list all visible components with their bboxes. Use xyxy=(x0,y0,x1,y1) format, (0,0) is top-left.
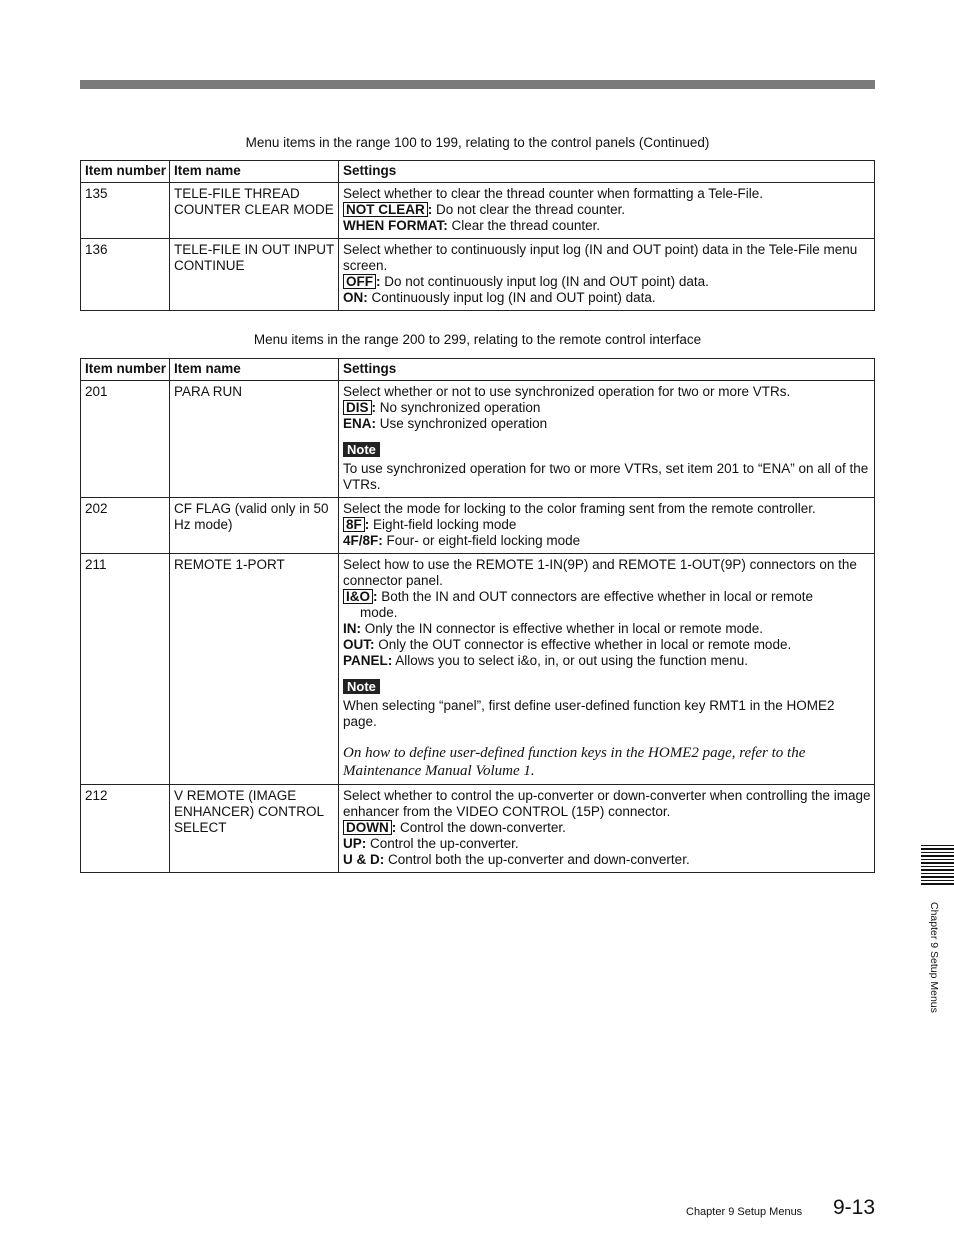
item-number: 211 xyxy=(81,554,170,785)
setting-option xyxy=(343,621,871,637)
option-text: Do not continuously input log (IN and OUT point) data. xyxy=(384,274,709,289)
setting-option xyxy=(343,416,871,432)
header-settings: Settings xyxy=(339,359,875,381)
option-text: Do not clear the thread counter. xyxy=(436,202,626,217)
option-key: U & D: xyxy=(343,852,385,867)
table-row xyxy=(81,554,875,785)
option-key: 4F/8F: xyxy=(343,533,383,548)
default-value: NOT CLEAR xyxy=(343,202,428,217)
item-number: 202 xyxy=(81,498,170,554)
item-settings xyxy=(339,554,875,785)
option-text: Only the IN connector is effective whether in local or remote mode. xyxy=(364,621,763,636)
note-label: Note xyxy=(343,442,380,457)
header-item-name: Item name xyxy=(170,359,339,381)
item-name: PARA RUN xyxy=(170,381,339,498)
header-item-number: Item number xyxy=(81,161,170,183)
table-row xyxy=(81,239,875,311)
setting-description: Select whether to continuously input log (IN and OUT point) data in the Tele-File menu screen. xyxy=(343,242,858,273)
table-remote-interface xyxy=(80,358,875,873)
chapter-tab-marks xyxy=(921,845,954,887)
table-row xyxy=(81,381,875,498)
setting-option xyxy=(343,653,871,669)
setting-option: OFF : Do not continuously input log (IN and OUT point) data. xyxy=(343,274,871,290)
setting-description: Select how to use the REMOTE 1-IN(9P) and REMOTE 1-OUT(9P) connectors on the connector panel. xyxy=(343,557,857,588)
option-key: IN: xyxy=(343,621,361,636)
option-text: Eight-field locking mode xyxy=(373,517,517,532)
table-header xyxy=(81,161,875,183)
item-settings xyxy=(339,498,875,554)
setting-option: DOWN : Control the down-converter. xyxy=(343,820,871,836)
option-text: Four- or eight-field locking mode xyxy=(386,533,581,548)
setting-option xyxy=(343,637,871,653)
default-value: DOWN xyxy=(343,820,392,835)
chapter-side-label: Chapter 9 Setup Menus xyxy=(928,902,940,1013)
item-settings xyxy=(339,381,875,498)
item-name: V REMOTE (IMAGE ENHANCER) CONTROL SELECT xyxy=(170,785,339,873)
note-text: To use synchronized operation for two or more VTRs, set item 201 to “ENA” on all of the VTRs. xyxy=(343,461,869,492)
option-text: No synchronized operation xyxy=(379,400,541,415)
item-name: TELE-FILE IN OUT INPUT CONTINUE xyxy=(170,239,339,311)
setting-option xyxy=(343,533,871,549)
footer-chapter: Chapter 9 Setup Menus xyxy=(686,1206,803,1218)
setting-description: Select whether or not to use synchronized operation for two or more VTRs. xyxy=(343,384,791,399)
item-name: REMOTE 1-PORT xyxy=(170,554,339,785)
setting-option xyxy=(343,218,871,234)
option-text: Control the down-converter. xyxy=(400,820,566,835)
setting-option xyxy=(343,852,871,868)
option-key: ENA: xyxy=(343,416,376,431)
table-row xyxy=(81,785,875,873)
table1-caption: Menu items in the range 100 to 199, relating to the control panels (Continued) xyxy=(245,135,710,150)
item-number: 201 xyxy=(81,381,170,498)
option-text: Allows you to select i&o, in, or out using the function menu. xyxy=(395,653,748,668)
option-text: Clear the thread counter. xyxy=(451,218,601,233)
table-row xyxy=(81,498,875,554)
note-text: When selecting “panel”, first define user-defined function key RMT1 in the HOME2 page. xyxy=(343,698,835,729)
option-text: Only the OUT connector is effective whether in local or remote mode. xyxy=(378,637,792,652)
option-key: WHEN FORMAT: xyxy=(343,218,448,233)
table2-caption: Menu items in the range 200 to 299, relating to the remote control interface xyxy=(253,332,702,347)
page-number: 9-13 xyxy=(833,1196,876,1219)
item-settings xyxy=(339,239,875,311)
setting-option: 8F : Eight-field locking mode xyxy=(343,517,871,533)
item-settings xyxy=(339,183,875,239)
item-number: 212 xyxy=(81,785,170,873)
default-value: I&O xyxy=(343,589,373,604)
option-continuation: mode. xyxy=(360,605,398,620)
option-key: ON: xyxy=(343,290,368,305)
default-value: 8F xyxy=(343,517,365,532)
option-key: UP: xyxy=(343,836,367,851)
top-rule xyxy=(80,80,875,89)
default-value: DIS xyxy=(343,400,372,415)
option-text: Continuously input log (IN and OUT point) data. xyxy=(371,290,656,305)
setting-option: DIS : No synchronized operation xyxy=(343,400,871,416)
setting-description: Select the mode for locking to the color framing sent from the remote controller. xyxy=(343,501,816,516)
item-settings xyxy=(339,785,875,873)
item-name: TELE-FILE THREAD COUNTER CLEAR MODE xyxy=(170,183,339,239)
item-name: CF FLAG (valid only in 50 Hz mode) xyxy=(170,498,339,554)
option-text: Use synchronized operation xyxy=(379,416,548,431)
table-row xyxy=(81,183,875,239)
header-settings: Settings xyxy=(339,161,875,183)
setting-option xyxy=(343,836,871,852)
setting-description: Select whether to control the up-converter or down-converter when controlling the image enhancer from the VIDEO CONTROL (15P) connector. xyxy=(343,788,871,819)
setting-option: NOT CLEAR : Do not clear the thread counter. xyxy=(343,202,871,218)
option-key: OUT: xyxy=(343,637,375,652)
option-text: Control the up-converter. xyxy=(370,836,519,851)
option-key: PANEL: xyxy=(343,653,393,668)
reference-text: On how to define user-defined function keys in the HOME2 page, refer to the Maintenance Manual Volume 1. xyxy=(343,745,806,779)
note-label: Note xyxy=(343,679,380,694)
setting-option: I&O : Both the IN and OUT connectors are effective whether in local or remote xyxy=(343,589,871,605)
setting-description: Select whether to clear the thread counter when formatting a Tele-File. xyxy=(343,186,763,201)
item-number: 136 xyxy=(81,239,170,311)
option-text: Both the IN and OUT connectors are effective whether in local or remote xyxy=(381,589,813,604)
table-header xyxy=(81,359,875,381)
table-control-panels xyxy=(80,160,875,311)
default-value: OFF xyxy=(343,274,376,289)
header-item-number: Item number xyxy=(81,359,170,381)
setting-option xyxy=(343,290,871,306)
header-item-name: Item name xyxy=(170,161,339,183)
option-text: Control both the up-converter and down-converter. xyxy=(388,852,690,867)
item-number: 135 xyxy=(81,183,170,239)
